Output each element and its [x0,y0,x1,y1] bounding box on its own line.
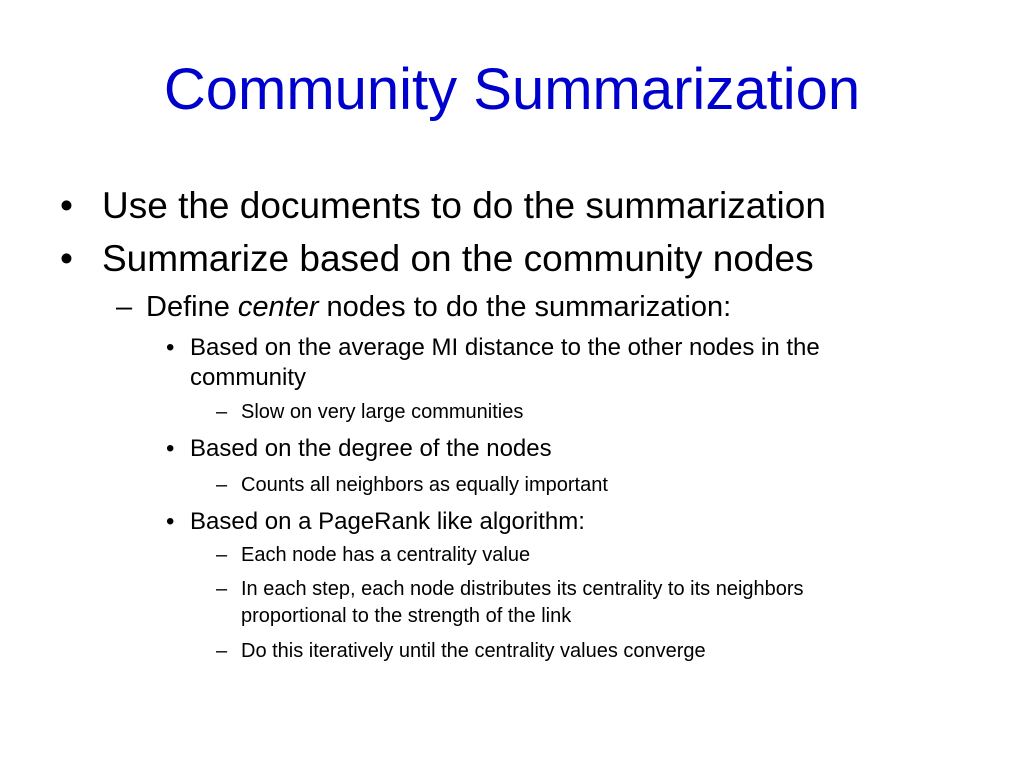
bullet-marker: • [166,508,175,535]
bullet-text: Based on the degree of the nodes [190,435,552,462]
level4-text: Each node has a centrality value [241,544,531,566]
text-segment: Define [146,291,238,323]
dash-marker: – [216,544,228,566]
emphasis-text: center [237,291,319,323]
bullet-marker: • [60,185,73,226]
bullet-text: Use the documents to do the summarization [102,185,826,226]
sub-bullet-text [146,290,731,324]
dash-marker: – [216,640,228,662]
dash-marker: – [216,578,228,600]
bullet-text-line: Based on the average MI distance to the other nodes in the [190,334,820,361]
level4-text-line: In each step, each node distributes its centrality to its neighbors [241,578,804,600]
dash-marker: – [216,474,228,496]
text-segment: nodes to do the summarization: [318,291,732,323]
bullet-marker: • [60,238,73,279]
level4-text: Slow on very large communities [241,401,524,423]
bullet-marker: • [166,435,175,462]
bullet-text: Based on a PageRank like algorithm: [190,508,585,535]
level4-text: Do this iteratively until the centrality values converge [241,640,706,662]
bullet-marker: • [166,334,175,361]
dash-marker: – [216,401,228,423]
bullet-text-line: community [190,364,307,391]
dash-marker: – [116,291,133,323]
bullet-text: Summarize based on the community nodes [102,238,814,279]
slide-title: Community Summarization [163,57,861,122]
level4-text-line: proportional to the strength of the link [241,605,572,627]
level4-text: Counts all neighbors as equally important [241,474,608,496]
